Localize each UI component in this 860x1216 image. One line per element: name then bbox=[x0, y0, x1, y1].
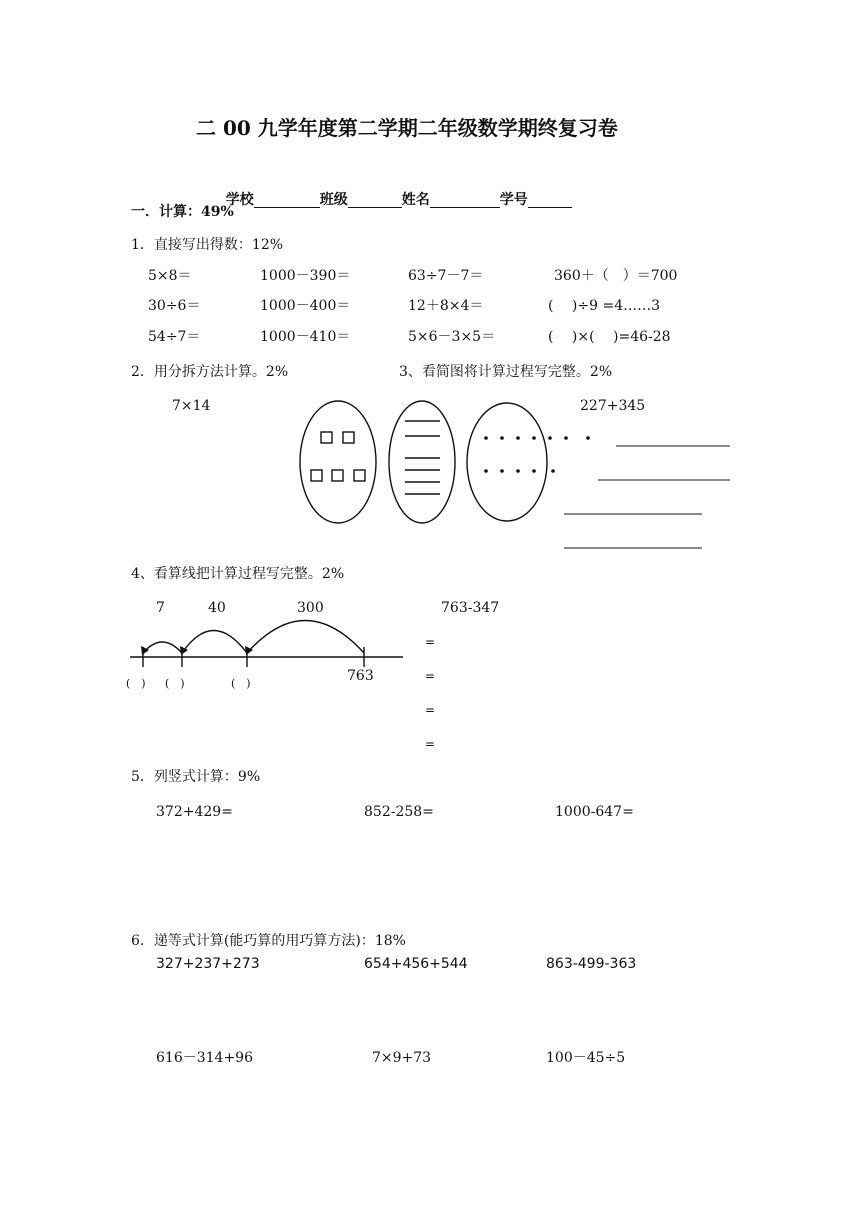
dot bbox=[564, 436, 568, 440]
lines-group bbox=[405, 421, 440, 494]
dot bbox=[532, 436, 536, 440]
dots-group bbox=[484, 436, 590, 473]
equals-sign: = bbox=[425, 737, 436, 751]
dot bbox=[532, 469, 536, 473]
jump-arc-40 bbox=[182, 631, 247, 654]
squares-group bbox=[311, 432, 365, 481]
question-2-label: 2．用分拆方法计算。2% bbox=[131, 364, 289, 380]
jump-label: 7 bbox=[156, 600, 165, 616]
calc-item: ( )×( )=46-28 bbox=[548, 329, 671, 345]
question-5-label: 5．列竖式计算：9% bbox=[131, 769, 261, 785]
equals-sign: = bbox=[425, 669, 436, 683]
vertical-calc-item: 852-258= bbox=[364, 804, 434, 820]
calc-item: 5×8＝ bbox=[148, 268, 192, 284]
answer-paren[interactable]: ( ) bbox=[231, 677, 251, 690]
answer-lines bbox=[564, 446, 730, 548]
q4-expression: 763-347 bbox=[441, 600, 500, 616]
section-heading: 一．计算：49% bbox=[131, 204, 234, 220]
q2-expression: 7×14 bbox=[172, 398, 211, 414]
jump-arc-7 bbox=[143, 642, 182, 653]
dot bbox=[484, 436, 488, 440]
step-calc-item: 100－45÷5 bbox=[546, 1050, 626, 1066]
calc-item: 360＋（ ）＝700 bbox=[554, 268, 678, 284]
dot bbox=[484, 469, 488, 473]
class-label: 班级 bbox=[319, 192, 348, 208]
answer-paren[interactable]: ( ) bbox=[126, 677, 146, 690]
vertical-calc-item: 1000-647= bbox=[555, 804, 634, 820]
picture-diagram bbox=[300, 401, 730, 548]
question-1-label: 1．直接写出得数：12% bbox=[131, 237, 284, 253]
calc-item: ( )÷9 =4……3 bbox=[548, 298, 661, 314]
jump-arc-300 bbox=[247, 621, 364, 654]
number-line-start-label: 763 bbox=[347, 668, 374, 684]
question-4-label: 4、看算线把计算过程写完整。2% bbox=[131, 566, 345, 582]
page-title: 二 00 九学年度第二学期二年级数学期终复习卷 bbox=[196, 116, 618, 140]
calc-item: 63÷7－7＝ bbox=[408, 268, 484, 284]
calc-item: 1000－390＝ bbox=[260, 268, 351, 284]
question-3-label: 3、看简图将计算过程写完整。2% bbox=[399, 364, 613, 380]
dot bbox=[516, 469, 520, 473]
calc-item: 12＋8×4＝ bbox=[408, 298, 484, 314]
calc-item: 54÷7＝ bbox=[148, 329, 201, 345]
step-calc-item: 654+456+544 bbox=[364, 956, 468, 972]
number-line bbox=[130, 621, 403, 668]
square bbox=[343, 432, 354, 443]
jump-label: 40 bbox=[208, 600, 226, 616]
step-calc-item: 863-499-363 bbox=[546, 956, 637, 972]
dot bbox=[586, 436, 590, 440]
square bbox=[354, 470, 365, 481]
oval-dots bbox=[467, 403, 547, 521]
equals-sign: = bbox=[425, 635, 436, 649]
dot bbox=[500, 436, 504, 440]
answer-paren[interactable]: ( ) bbox=[165, 677, 185, 690]
square bbox=[332, 470, 343, 481]
dot bbox=[500, 469, 504, 473]
calc-item: 30÷6＝ bbox=[148, 298, 201, 314]
question-6-label: 6．递等式计算(能巧算的用巧算方法)：18% bbox=[131, 933, 406, 949]
vertical-calc-item: 372+429= bbox=[156, 804, 233, 820]
calc-item: 1000－400＝ bbox=[260, 298, 351, 314]
step-calc-item: 616－314+96 bbox=[156, 1050, 253, 1066]
square bbox=[311, 470, 322, 481]
q3-expression: 227+345 bbox=[580, 398, 646, 414]
calc-item: 1000－410＝ bbox=[260, 329, 351, 345]
dot bbox=[516, 436, 520, 440]
oval-lines bbox=[389, 401, 455, 523]
step-calc-item: 327+237+273 bbox=[156, 956, 260, 972]
equals-sign: = bbox=[425, 703, 436, 717]
dot bbox=[551, 469, 555, 473]
step-calc-item: 7×9+73 bbox=[372, 1050, 432, 1066]
name-label: 姓名 bbox=[401, 192, 430, 208]
student-number-label: 学号 bbox=[499, 192, 528, 208]
calc-item: 5×6－3×5＝ bbox=[408, 329, 496, 345]
jump-label: 300 bbox=[297, 600, 324, 616]
oval-squares bbox=[300, 401, 376, 523]
school-label: 学校 bbox=[225, 192, 254, 208]
dot bbox=[548, 436, 552, 440]
square bbox=[321, 432, 332, 443]
